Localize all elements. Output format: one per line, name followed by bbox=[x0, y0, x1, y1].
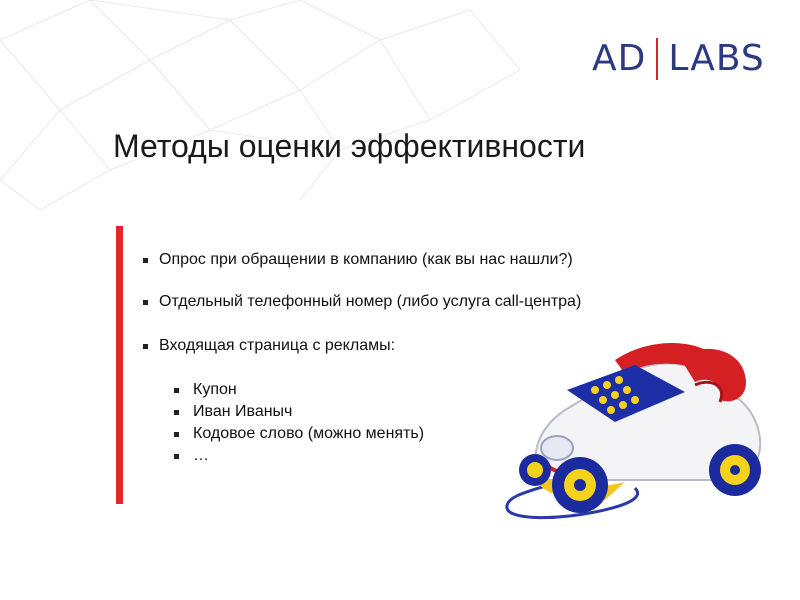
toy-phone-car-icon bbox=[495, 330, 785, 525]
bullet-marker-icon bbox=[174, 410, 179, 415]
bullet-text: Отдельный телефонный номер (либо услуга call-центра) bbox=[159, 293, 582, 310]
adlabs-logo bbox=[592, 38, 765, 80]
bullet-marker-icon bbox=[143, 344, 148, 349]
bullet-item bbox=[143, 293, 581, 311]
sub-bullet-text: Кодовое слово (можно менять) bbox=[193, 425, 425, 442]
sub-bullet-text: … bbox=[193, 447, 209, 464]
sub-bullet-list bbox=[174, 379, 424, 467]
slide-title: Методы оценки эффективности bbox=[113, 128, 586, 164]
bullet-marker-icon bbox=[174, 388, 179, 393]
bullet-text: Опрос при обращении в компанию (как вы нас нашли?) bbox=[159, 251, 573, 268]
accent-bar bbox=[116, 226, 123, 504]
logo-divider bbox=[656, 38, 658, 80]
bullet-text: Входящая страница с рекламы: bbox=[159, 337, 396, 354]
bullet-marker-icon bbox=[143, 258, 148, 263]
bullet-marker-icon bbox=[143, 300, 148, 305]
sub-bullet-text: Купон bbox=[193, 381, 237, 398]
sub-bullet-item bbox=[174, 379, 424, 401]
sub-bullet-item bbox=[174, 401, 424, 423]
bullet-item bbox=[143, 251, 573, 269]
bullet-item bbox=[143, 337, 395, 355]
bullet-marker-icon bbox=[174, 432, 179, 437]
sub-bullet-item bbox=[174, 445, 424, 467]
sub-bullet-text: Иван Иваныч bbox=[193, 403, 293, 420]
logo-ad-text: AD bbox=[592, 38, 647, 79]
logo-labs-text: LABS bbox=[668, 38, 765, 79]
bullet-marker-icon bbox=[174, 454, 179, 459]
sub-bullet-item bbox=[174, 423, 424, 445]
